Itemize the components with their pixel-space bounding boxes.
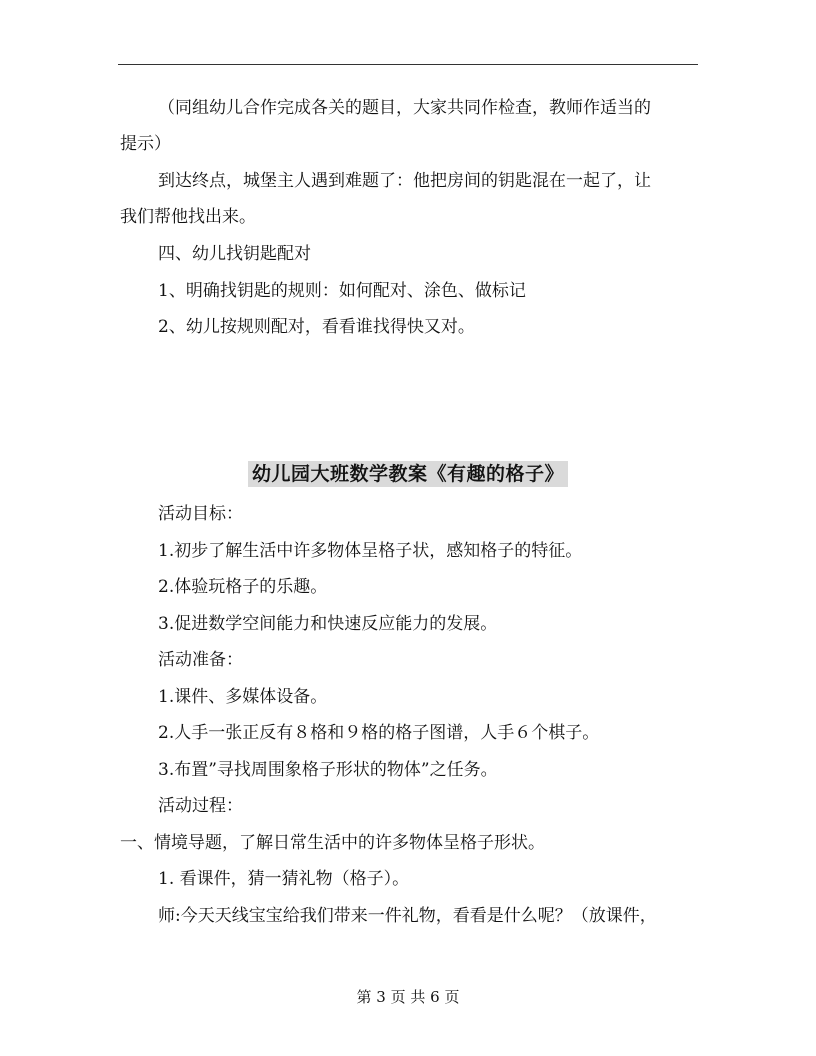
list-item: 2、幼儿按规则配对，看看谁找得快又对。 bbox=[158, 317, 475, 337]
paragraph-line: 到达终点，城堡主人遇到难题了：他把房间的钥匙混在一起了，让 bbox=[158, 171, 651, 191]
list-item: 2.人手一张正反有８格和９格的格子图谱，人手６个棋子。 bbox=[158, 723, 600, 743]
page-footer: 第 3 页 共 6 页 bbox=[356, 988, 460, 1006]
list-item: 3.布置”寻找周围象格子形状的物体”之任务。 bbox=[158, 760, 498, 780]
lesson-title-text: 幼儿园大班数学教案《有趣的格子》 bbox=[248, 461, 568, 487]
paragraph-line: 一、情境导题，了解日常生活中的许多物体呈格子形状。 bbox=[120, 833, 545, 853]
section-heading: 活动准备： bbox=[158, 650, 243, 670]
list-item: 1、明确找钥匙的规则：如何配对、涂色、做标记 bbox=[158, 281, 526, 301]
lesson-title bbox=[0, 461, 816, 487]
header-rule bbox=[118, 64, 698, 65]
list-item: 1. 看课件，猜一猜礼物（格子）。 bbox=[158, 869, 410, 889]
section-heading: 四、幼儿找钥匙配对 bbox=[158, 244, 311, 264]
paragraph-line: 提示） bbox=[120, 134, 171, 154]
list-item: 1.课件、多媒体设备。 bbox=[158, 687, 328, 707]
section-heading: 活动目标： bbox=[158, 504, 243, 524]
paragraph-line: 我们帮他找出来。 bbox=[120, 207, 256, 227]
paragraph-line: （同组幼儿合作完成各关的题目，大家共同作检查，教师作适当的 bbox=[158, 98, 651, 118]
list-item: 2.体验玩格子的乐趣。 bbox=[158, 577, 328, 597]
section-heading: 活动过程： bbox=[158, 796, 243, 816]
list-item: 3.促进数学空间能力和快速反应能力的发展。 bbox=[158, 614, 498, 634]
list-item: 1.初步了解生活中许多物体呈格子状，感知格子的特征。 bbox=[158, 541, 583, 561]
paragraph-line: 师:今天天线宝宝给我们带来一件礼物，看看是什么呢？（放课件， bbox=[158, 906, 657, 926]
